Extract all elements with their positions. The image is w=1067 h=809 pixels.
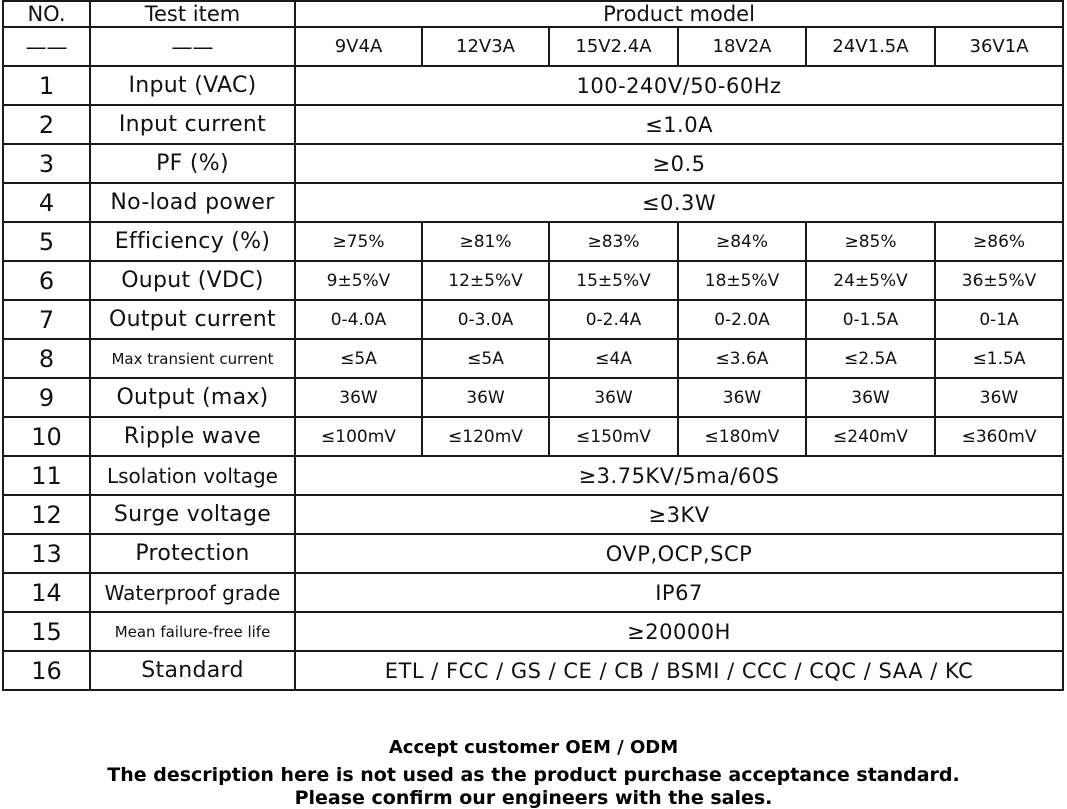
row-number: 11	[3, 456, 90, 495]
table-row	[3, 300, 1063, 339]
subheader-item-dash: ——	[90, 27, 295, 66]
model-15v2-4a: 15V2.4A	[549, 27, 678, 66]
row-test-item: PF (%)	[90, 144, 295, 183]
row-cell: 36W	[549, 378, 678, 417]
header-no: NO.	[3, 1, 90, 27]
table-row	[3, 378, 1063, 417]
row-number: 16	[3, 651, 90, 690]
row-cell: ≤3.6A	[678, 339, 806, 378]
row-test-item: Ripple wave	[90, 417, 295, 456]
row-number: 5	[3, 222, 90, 261]
row-value: ≤0.3W	[295, 183, 1063, 222]
row-cell: 36W	[422, 378, 549, 417]
row-number: 6	[3, 261, 90, 300]
header-product-model: Product model	[295, 1, 1063, 27]
footer-oem-note: Accept customer OEM / ODM	[388, 737, 679, 758]
row-test-item: Ouput (VDC)	[90, 261, 295, 300]
row-cell: 24±5%V	[806, 261, 935, 300]
row-value: ≥3KV	[295, 495, 1063, 534]
row-number: 15	[3, 612, 90, 651]
row-test-item: Max transient current	[90, 339, 295, 378]
spec-table	[2, 0, 1064, 691]
row-number: 4	[3, 183, 90, 222]
row-test-item: Protection	[90, 534, 295, 573]
row-cell: 18±5%V	[678, 261, 806, 300]
row-cell: 0-2.4A	[549, 300, 678, 339]
row-number: 7	[3, 300, 90, 339]
row-test-item: Waterproof grade	[90, 573, 295, 612]
row-cell: ≤240mV	[806, 417, 935, 456]
table-row	[3, 144, 1063, 183]
row-cell: ≤4A	[549, 339, 678, 378]
row-cell: ≥83%	[549, 222, 678, 261]
row-cell: 9±5%V	[295, 261, 422, 300]
model-9v4a: 9V4A	[295, 27, 422, 66]
row-cell: ≤5A	[422, 339, 549, 378]
table-row	[3, 105, 1063, 144]
row-cell: 0-2.0A	[678, 300, 806, 339]
row-test-item: Input (VAC)	[90, 66, 295, 105]
row-number: 3	[3, 144, 90, 183]
row-cell: ≤120mV	[422, 417, 549, 456]
row-value: ≥0.5	[295, 144, 1063, 183]
row-cell: 36W	[935, 378, 1063, 417]
row-number: 12	[3, 495, 90, 534]
table-row	[3, 222, 1063, 261]
row-number: 1	[3, 66, 90, 105]
table-row	[3, 651, 1063, 690]
row-cell: 15±5%V	[549, 261, 678, 300]
table-row	[3, 66, 1063, 105]
row-cell: ≤360mV	[935, 417, 1063, 456]
row-value: IP67	[295, 573, 1063, 612]
subheader-no-dash: ——	[3, 27, 90, 66]
row-cell: ≥84%	[678, 222, 806, 261]
table-row	[3, 612, 1063, 651]
table-row	[3, 456, 1063, 495]
row-cell: ≥86%	[935, 222, 1063, 261]
footer-contact-note: Please confirm our engineers with the sales.	[294, 787, 773, 809]
row-cell: 36W	[295, 378, 422, 417]
row-value: ≥3.75KV/5ma/60S	[295, 456, 1063, 495]
row-cell: 0-4.0A	[295, 300, 422, 339]
row-value: OVP,OCP,SCP	[295, 534, 1063, 573]
row-cell: ≤1.5A	[935, 339, 1063, 378]
row-number: 9	[3, 378, 90, 417]
row-cell: 0-1.5A	[806, 300, 935, 339]
row-cell: ≥75%	[295, 222, 422, 261]
model-12v3a: 12V3A	[422, 27, 549, 66]
table-row	[3, 534, 1063, 573]
row-cell: ≤180mV	[678, 417, 806, 456]
model-row	[3, 27, 1063, 66]
model-24v1-5a: 24V1.5A	[806, 27, 935, 66]
row-number: 14	[3, 573, 90, 612]
row-cell: 36W	[678, 378, 806, 417]
row-test-item: Input current	[90, 105, 295, 144]
row-value: ≥20000H	[295, 612, 1063, 651]
row-number: 2	[3, 105, 90, 144]
row-test-item: Efficiency (%)	[90, 222, 295, 261]
row-test-item: Output current	[90, 300, 295, 339]
row-cell: ≥81%	[422, 222, 549, 261]
model-18v2a: 18V2A	[678, 27, 806, 66]
table-row	[3, 339, 1063, 378]
row-value: ETL / FCC / GS / CE / CB / BSMI / CCC / CQC / SAA / KC	[295, 651, 1063, 690]
row-cell: ≥85%	[806, 222, 935, 261]
row-cell: ≤100mV	[295, 417, 422, 456]
row-cell: ≤2.5A	[806, 339, 935, 378]
table-row	[3, 495, 1063, 534]
row-test-item: Output (max)	[90, 378, 295, 417]
row-value: 100-240V/50-60Hz	[295, 66, 1063, 105]
table-row	[3, 261, 1063, 300]
header-row	[3, 1, 1063, 27]
row-number: 13	[3, 534, 90, 573]
row-cell: 0-1A	[935, 300, 1063, 339]
row-number: 8	[3, 339, 90, 378]
row-test-item: Mean failure-free life	[90, 612, 295, 651]
row-number: 10	[3, 417, 90, 456]
table-row	[3, 183, 1063, 222]
row-test-item: Surge voltage	[90, 495, 295, 534]
table-row	[3, 573, 1063, 612]
model-36v1a: 36V1A	[935, 27, 1063, 66]
header-test-item: Test item	[90, 1, 295, 27]
footer-disclaimer: The description here is not used as the product purchase acceptance standard.	[107, 764, 960, 786]
row-cell: ≤150mV	[549, 417, 678, 456]
row-cell: 36±5%V	[935, 261, 1063, 300]
row-test-item: Lsolation voltage	[90, 456, 295, 495]
row-value: ≤1.0A	[295, 105, 1063, 144]
table-row	[3, 417, 1063, 456]
row-test-item: No-load power	[90, 183, 295, 222]
row-cell: ≤5A	[295, 339, 422, 378]
row-cell: 12±5%V	[422, 261, 549, 300]
row-cell: 36W	[806, 378, 935, 417]
row-test-item: Standard	[90, 651, 295, 690]
row-cell: 0-3.0A	[422, 300, 549, 339]
